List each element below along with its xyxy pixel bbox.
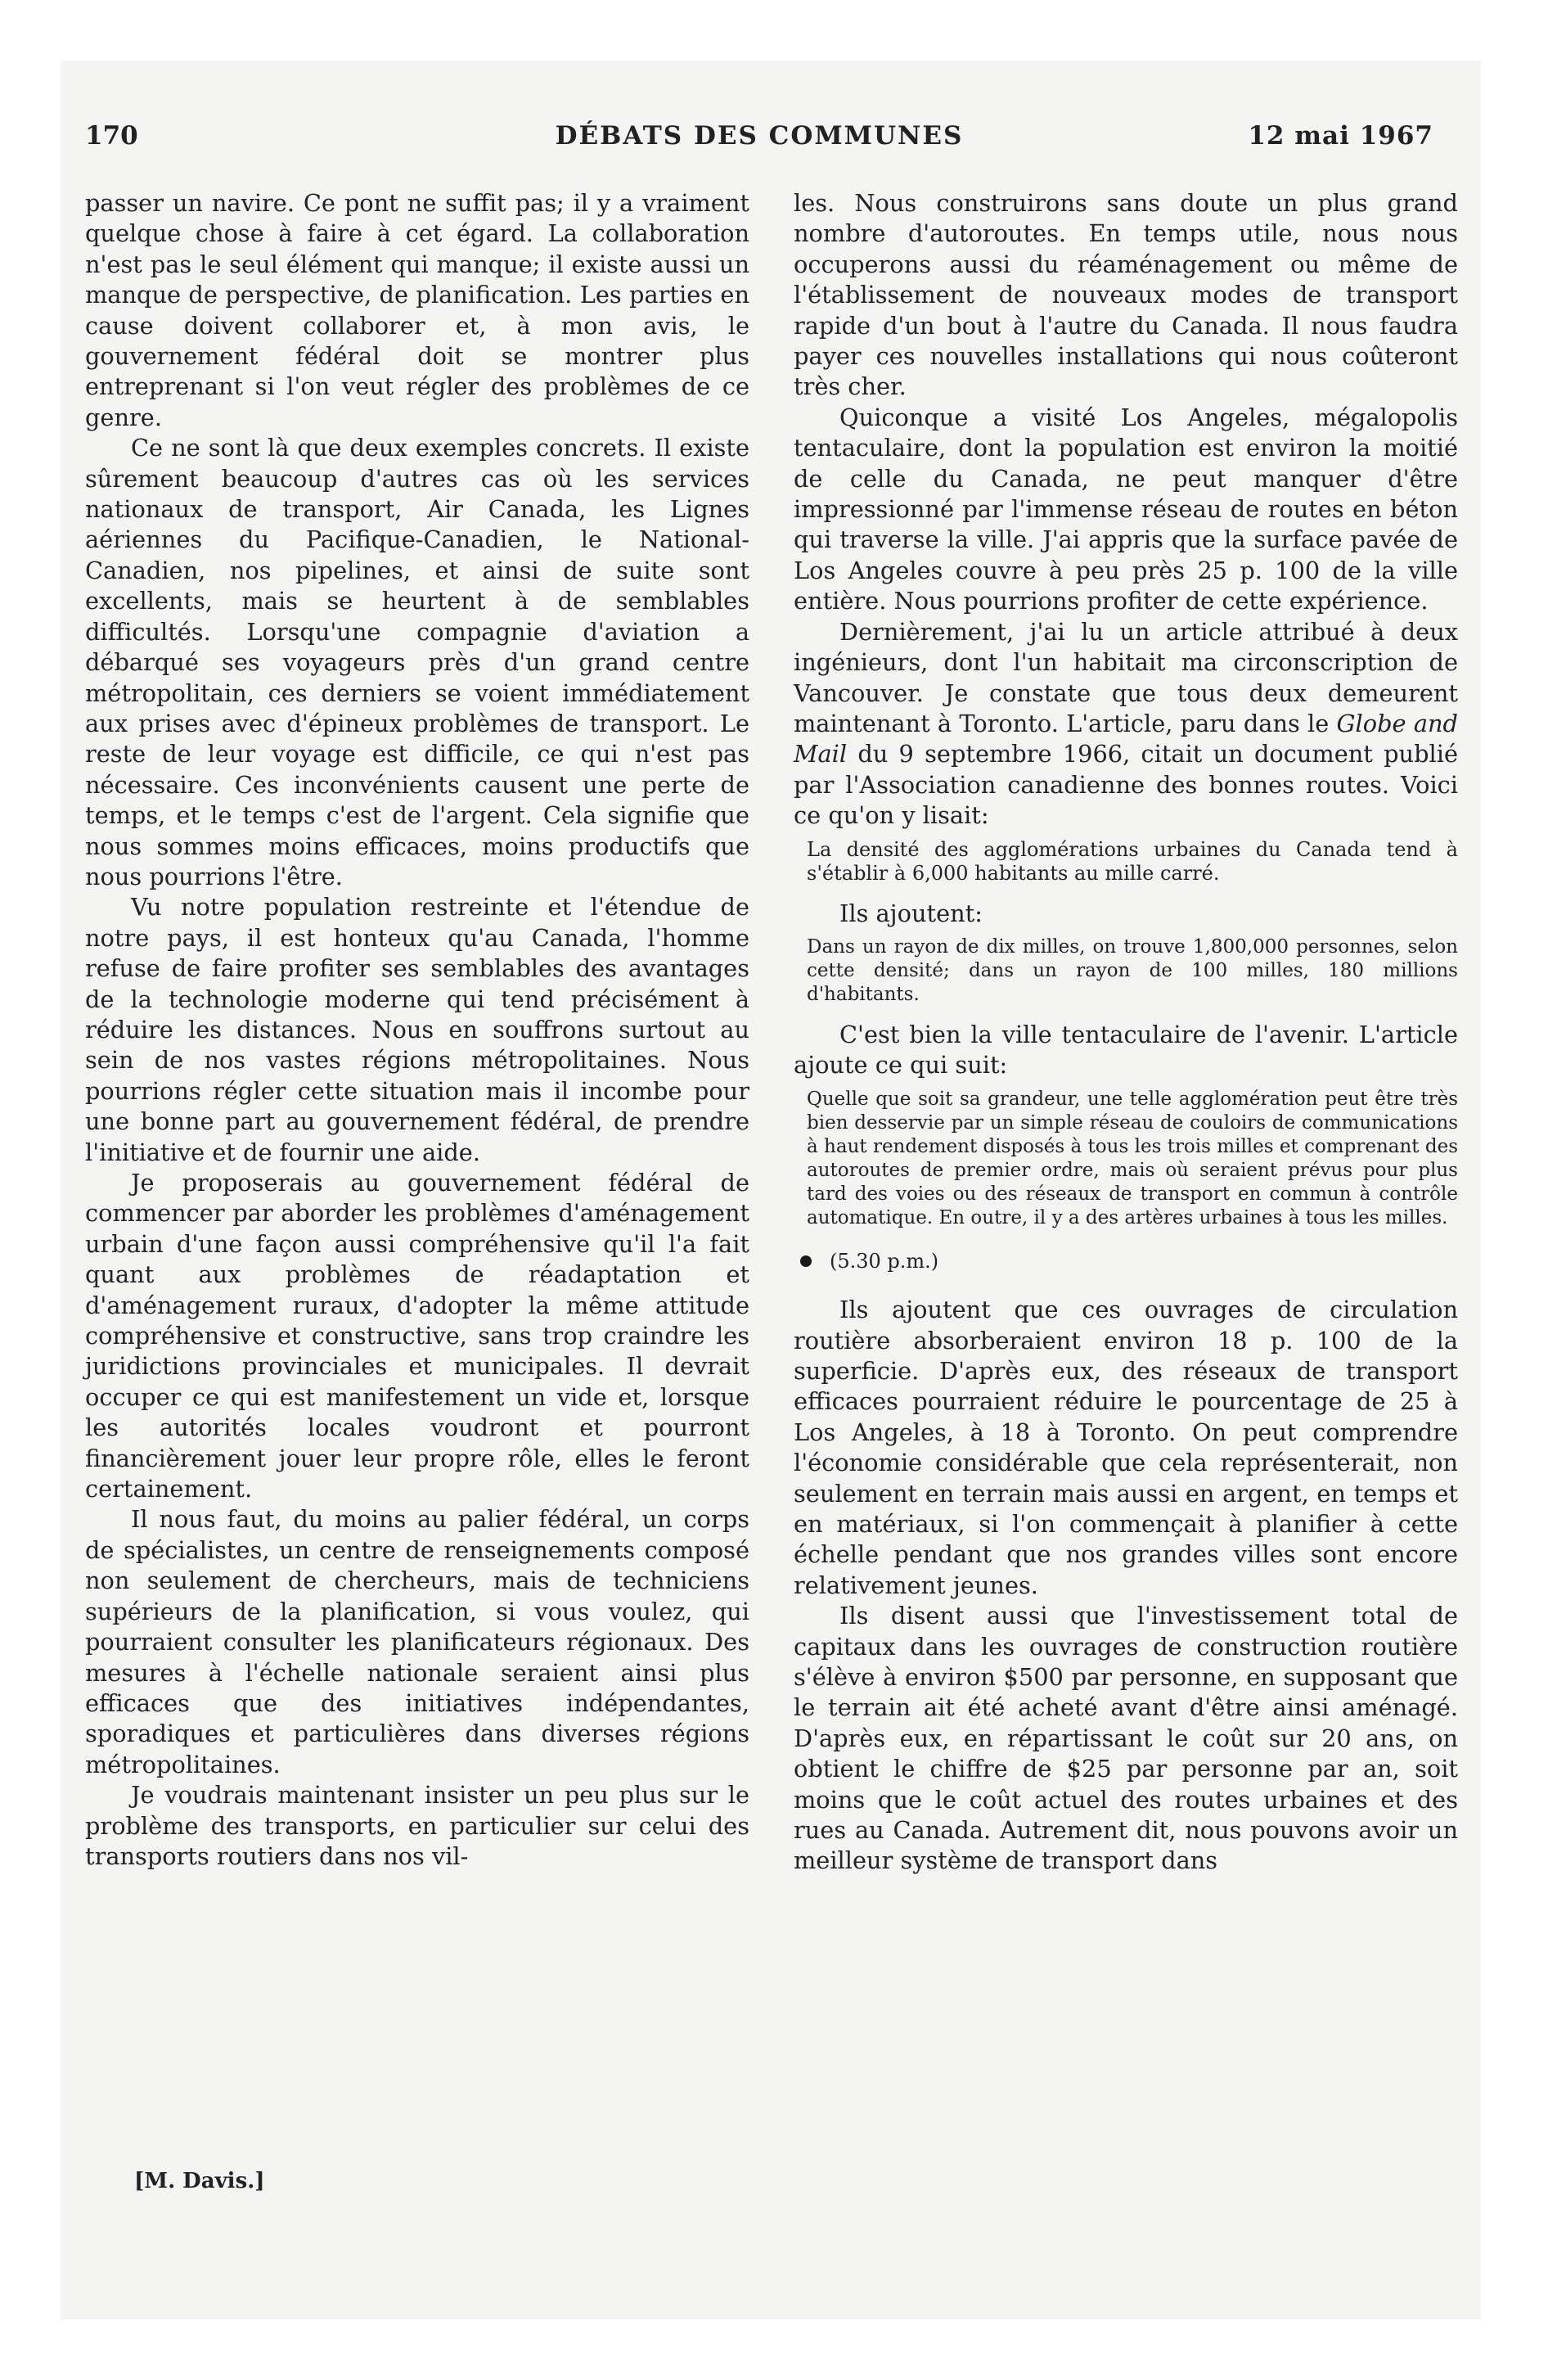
paragraph: Je proposerais au gouvernement fédéral de commencer par aborder les problèmes d'aménagement urbain d'une façon aussi compréhensive qu'il l'a fait quant aux problèmes de réadaptation et d'aménagement ruraux, d'adopter la même attitude compréhensive et constructive, sans trop craindre les juridictions provinciales et municipales. Il devrait occuper ce qui est manifestement un vide et, lorsque les autorités locales voudront et pourront financièrement jouer leur propre rôle, elles le feront certainement. — [85, 1169, 749, 1503]
timestamp — [794, 1246, 1458, 1277]
paragraph: Je voudrais maintenant insister un peu plus sur le problème des transports, en particulier sur celui des transports routiers dans nos vil- — [85, 1781, 749, 1870]
paragraph: les. Nous construirons sans doute un plus grand nombre d'autoroutes. En temps utile, nous nous occuperons aussi du réaménagement ou même de l'établissement de nouveaux modes de transport rapide d'un bout à l'autre du Canada. Il nous faudra payer ces nouvelles installations qui nous coûteront très cher. — [794, 189, 1458, 401]
paragraph: Ce ne sont là que deux exemples concrets. Il existe sûrement beaucoup d'autres cas où les services nationaux de transport, Air Canada, les Lignes aériennes du Pacifique-Canadien, le National-Canadien, nos pipelines, et ainsi de suite sont excellents, mais se heurtent à de semblables difficultés. Lorsqu'une compagnie d'aviation a débarqué ses voyageurs près d'un grand centre métropolitain, ces derniers se voient immédiatement aux prises avec d'épineux problèmes de transport. Le reste de leur voyage est difficile, ce qui n'est pas nécessaire. Ces inconvénients causent une perte de temps, et le temps c'est de l'argent. Cela signifie que nous sommes moins efficaces, moins productifs que nous pourrions l'être. — [85, 434, 749, 890]
paragraph: Ils ajoutent: — [839, 899, 983, 927]
paragraph: passer un navire. Ce pont ne suffit pas; il y a vraiment quelque chose à faire à cet égard. La collaboration n'est pas le seul élément qui manque; il existe aussi un manque de perspective, de planification. Les parties en cause doivent collaborer et, à mon avis, le gouvernement fédéral doit se montrer plus entreprenant si l'on veut régler des problèmes de ce genre. — [85, 189, 749, 431]
paragraph: Ils disent aussi que l'investissement total de capitaux dans les ouvrages de construction routière s'élève à environ $500 par personne, en supposant que le terrain ait été acheté avant d'être ainsi aménagé. D'après eux, en répartissant le coût sur 20 ans, on obtient le chiffre de $25 par personne par an, soit moins que le coût actuel des routes urbaines et des rues au Canada. Autrement dit, nous pouvons avoir un meilleur système de transport dans — [794, 1602, 1458, 1875]
newspaper-title: Globe and Mail — [794, 709, 1458, 769]
block-quote: Quelle que soit sa grandeur, une telle agglomération peut être très bien desservie par un simple réseau de couloirs de communications à haut rendement disposés à tous les trois milles et comprenant des autoroutes de premier ordre, mais où seraient prévus pour plus tard des voies ou des réseaux de transport en commun à contrôle automatique. En outre, il y a des artères urbaines à tous les milles. — [807, 1088, 1458, 1228]
block-quote: La densité des agglomérations urbaines du Canada tend à s'établir à 6,000 habitants au mille carré. — [807, 837, 1458, 885]
paragraph — [794, 617, 1458, 832]
paragraph: Il nous faut, du moins au palier fédéral, un corps de spécialistes, un centre de renseignements composé non seulement de chercheurs, mais de techniciens supérieurs de la planification, si vous voulez, qui pourraient consulter les planificateurs régionaux. Des mesures à l'échelle nationale seraient ainsi plus efficaces que des initiatives indépendantes, sporadiques et particulières dans diverses régions métropolitaines. — [85, 1505, 749, 1778]
publication-title: DÉBATS DES COMMUNES — [555, 121, 964, 151]
paragraph: Ils ajoutent que ces ouvrages de circulation routière absorberaient environ 18 p. 100 de la superficie. D'après eux, des réseaux de transport efficaces pourraient réduire le pourcentage de 25 à Los Angeles, à 18 à Toronto. On peut comprendre l'économie considérable que cela représenterait, non seulement en terrain mais aussi en argent, en temps et en matériaux, si l'on commençait à planifier à cette échelle pendant que nos grandes villes sont encore relativement jeunes. — [794, 1296, 1458, 1599]
paragraph: C'est bien la ville tentaculaire de l'avenir. L'article ajoute ce qui suit: — [794, 1020, 1458, 1080]
right-column — [794, 188, 1458, 1877]
paragraph-text: Dernièrement, j'ai lu un article attribué à deux ingénieurs, dont l'un habitait ma circonscription de Vancouver. Je constate que tous deux demeurent maintenant à Toronto. L'article, paru dans le — [794, 617, 1458, 737]
speaker-attribution: [M. Davis.] — [134, 2169, 265, 2193]
page-header — [85, 121, 1433, 160]
paragraph-text: du 9 septembre 1966, citait un document publié par l'Association canadienne des bonnes routes. Voici ce qu'on y lisait: — [794, 740, 1458, 830]
bullet-icon — [800, 1255, 812, 1267]
left-column — [85, 188, 749, 1872]
paragraph: Quiconque a visité Los Angeles, mégalopolis tentaculaire, dont la population est environ la moitié de celle du Canada, ne peut manquer d'être impressionné par l'immense réseau de routes en béton qui traverse la ville. J'ai appris que la surface pavée de Los Angeles couvre à peu près 25 p. 100 de la ville entière. Nous pourrions profiter de cette expérience. — [794, 403, 1458, 615]
block-quote: Dans un rayon de dix milles, on trouve 1,800,000 personnes, selon cette densité; dans un rayon de 100 milles, 180 millions d'habitants. — [807, 935, 1458, 1005]
paragraph: Vu notre population restreinte et l'étendue de notre pays, il est honteux qu'au Canada, l'homme refuse de faire profiter ses semblables des avantages de la technologie moderne qui tend précisément à réduire les distances. Nous en souffrons surtout au sein de nos vastes régions métropolitaines. Nous pourrions régler cette situation mais il incombe pour une bonne part au gouvernement fédéral, de prendre l'initiative et de fournir une aide. — [85, 893, 749, 1166]
page-number: 170 — [85, 121, 138, 151]
timestamp-text: (5.30 p.m.) — [830, 1249, 939, 1273]
page-date: 12 mai 1967 — [1248, 121, 1433, 151]
